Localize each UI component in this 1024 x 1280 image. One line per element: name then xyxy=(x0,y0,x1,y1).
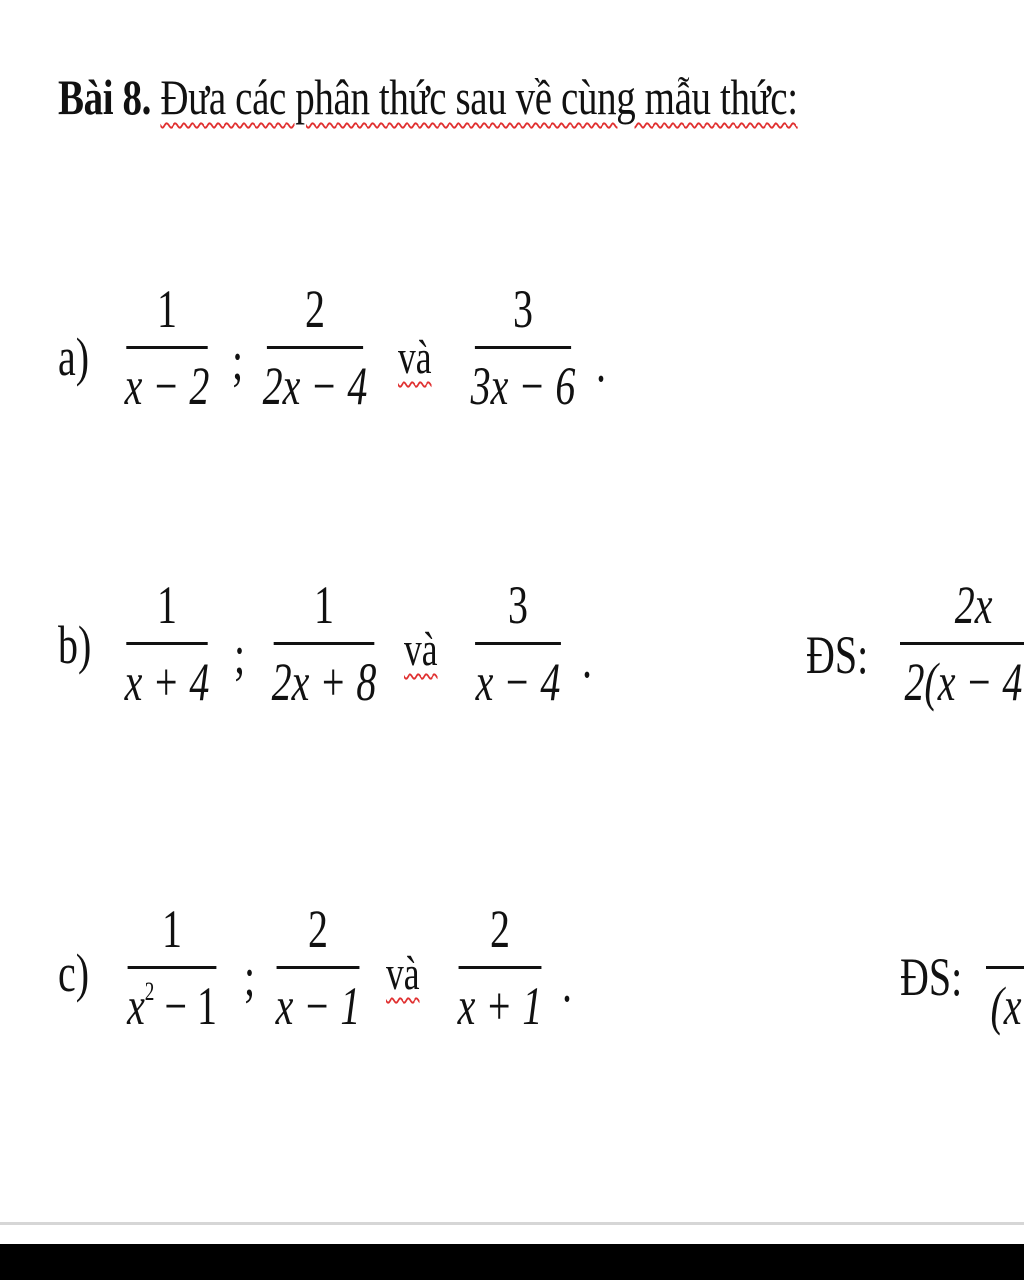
denominator-base: x xyxy=(127,976,145,1036)
answer-c-fraction xyxy=(986,902,1024,1036)
problem-b-fraction-1 xyxy=(124,575,210,712)
problem-c-fraction-3 xyxy=(457,899,543,1036)
fraction-numerator: 1 xyxy=(157,575,177,635)
problem-c-fraction-1 xyxy=(127,899,217,1036)
answer-c-clip xyxy=(984,0,1024,1280)
fraction-denominator: x − 1 xyxy=(275,976,361,1036)
problem-a-fraction-1 xyxy=(124,279,210,416)
fraction-denominator: 2(x − 4 xyxy=(904,652,1023,712)
fraction-denominator: 2x + 8 xyxy=(271,652,377,712)
fraction-numerator: 2 xyxy=(308,899,328,959)
fraction-denominator: 3x − 6 xyxy=(470,356,576,416)
fraction-denominator: (x xyxy=(990,976,1022,1036)
problem-a-label: a) xyxy=(58,327,90,387)
problem-a-fraction-3 xyxy=(470,279,576,416)
connector-va: và xyxy=(404,623,438,676)
fraction-numerator: 2 xyxy=(490,899,510,959)
exercise-heading xyxy=(58,68,798,126)
fraction-numerator: 1 xyxy=(162,899,182,959)
exercise-number: Bài 8. xyxy=(58,69,152,125)
fraction-numerator: 1 xyxy=(314,575,334,635)
problem-a-fraction-2 xyxy=(262,279,368,416)
fraction-denominator: x − 4 xyxy=(475,652,561,712)
problem-c-label: c) xyxy=(58,943,90,1003)
answer-label-c: ĐS: xyxy=(900,947,963,1007)
exercise-instruction: Đưa các phân thức sau về cùng mẫu thức: xyxy=(160,69,798,125)
separator-semicolon: ; xyxy=(232,331,244,391)
period: . xyxy=(562,953,572,1013)
problem-c-fraction-2 xyxy=(275,899,361,1036)
denominator-exponent: 2 xyxy=(144,977,155,1006)
fraction-numerator xyxy=(986,902,1005,966)
separator-semicolon: ; xyxy=(244,947,256,1007)
denominator-rest: − 1 xyxy=(154,976,217,1036)
fraction-denominator: x + 1 xyxy=(457,976,543,1036)
fraction-denominator: x − 2 xyxy=(124,356,210,416)
fraction-numerator: 2x xyxy=(954,575,993,635)
fraction-numerator: 1 xyxy=(157,279,177,339)
fraction-denominator: x + 4 xyxy=(124,652,210,712)
connector-va: và xyxy=(386,947,420,1000)
separator-semicolon: ; xyxy=(234,625,246,685)
period: . xyxy=(596,333,606,393)
problem-b-label: b) xyxy=(58,615,92,675)
fraction-denominator xyxy=(123,969,222,1036)
fraction-numerator: 3 xyxy=(513,279,533,339)
bottom-divider xyxy=(0,1222,1024,1225)
period: . xyxy=(582,629,592,689)
fraction-denominator: 2x − 4 xyxy=(262,356,368,416)
problem-b-fraction-3 xyxy=(475,575,561,712)
problem-b-fraction-2 xyxy=(271,575,377,712)
answer-label-b: ĐS: xyxy=(806,625,869,685)
bottom-black-bar xyxy=(0,1244,1024,1280)
connector-va: và xyxy=(398,331,432,384)
fraction-numerator: 2 xyxy=(305,279,325,339)
fraction-numerator: 3 xyxy=(508,575,528,635)
